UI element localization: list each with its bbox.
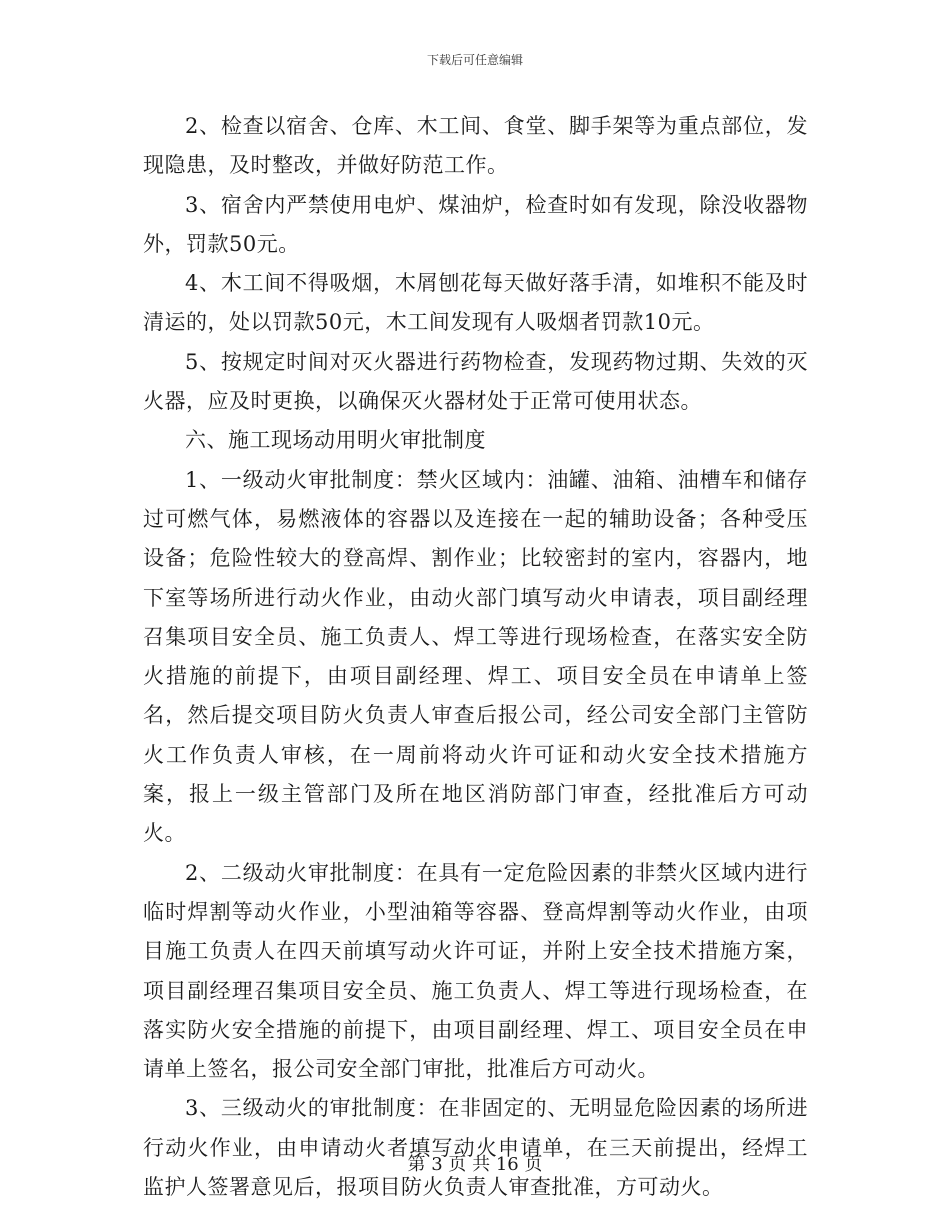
paragraph-item-5-extinguisher: 5、按规定时间对灭火器进行药物检查，发现药物过期、失效的灭火器，应及时更换，以确保灭火器材处于正常可使用状态。 bbox=[143, 349, 808, 414]
document-body bbox=[143, 107, 808, 1207]
paragraph-item-3-dormitory: 3、宿舍内严禁使用电炉、煤油炉，检查时如有发现，除没收器物外，罚款50元。 bbox=[143, 192, 808, 256]
paragraph-level-2-approval: 2、二级动火审批制度：在具有一定危险因素的非禁火区域内进行临时焊割等动火作业，小型油箱等容器、登高焊割等动火作业，由项目施工负责人在四天前填写动火许可证，并附上安全技术措施方案，项目副经理召集项目安全员、施工负责人、焊工等进行现场检查，在落实防火安全措施的前提下，由项目副经理、焊工、项目安全员在申请单上签名，报公司安全部门审批，批准后方可动火。 bbox=[143, 860, 808, 1082]
page-footer: 第 3 页 共 16 页 bbox=[407, 1154, 543, 1175]
section-heading-six: 六、施工现场动用明火审批制度 bbox=[185, 428, 486, 453]
paragraph-item-2-inspection: 2、检查以宿舍、仓库、木工间、食堂、脚手架等为重点部位，发现隐患，及时整改，并做好防范工作。 bbox=[143, 114, 808, 178]
page-header: 下载后可任意编辑 bbox=[426, 53, 523, 67]
paragraph-level-3-approval: 3、三级动火的审批制度：在非固定的、无明显危险因素的场所进行动火作业，由申请动火者填写动火申请单，在三天前提出，经焊工监护人签署意见后，报项目防火负责人审查批准，方可动火。 bbox=[143, 1096, 808, 1200]
paragraph-item-4-carpentry: 4、木工间不得吸烟，木屑刨花每天做好落手清，如堆积不能及时清运的，处以罚款50元，木工间发现有人吸烟者罚款10元。 bbox=[143, 271, 808, 335]
paragraph-level-1-approval: 1、一级动火审批制度：禁火区域内：油罐、油箱、油槽车和储存过可燃气体，易燃液体的容器以及连接在一起的辅助设备；各种受压设备；危险性较大的登高焊、割作业；比较密封的室内，容器内，地下室等场所进行动火作业，由动火部门填写动火申请表，项目副经理召集项目安全员、施工负责人、焊工等进行现场检查，在落实安全防火措施的前提下，由项目副经理、焊工、项目安全员在申请单上签名，然后提交项目防火负责人审查后报公司，经公司安全部门主管防火工作负责人审核，在一周前将动火许可证和动火安全技术措施方案，报上一级主管部门及所在地区消防部门审查，经批准后方可动火。 bbox=[143, 467, 808, 846]
